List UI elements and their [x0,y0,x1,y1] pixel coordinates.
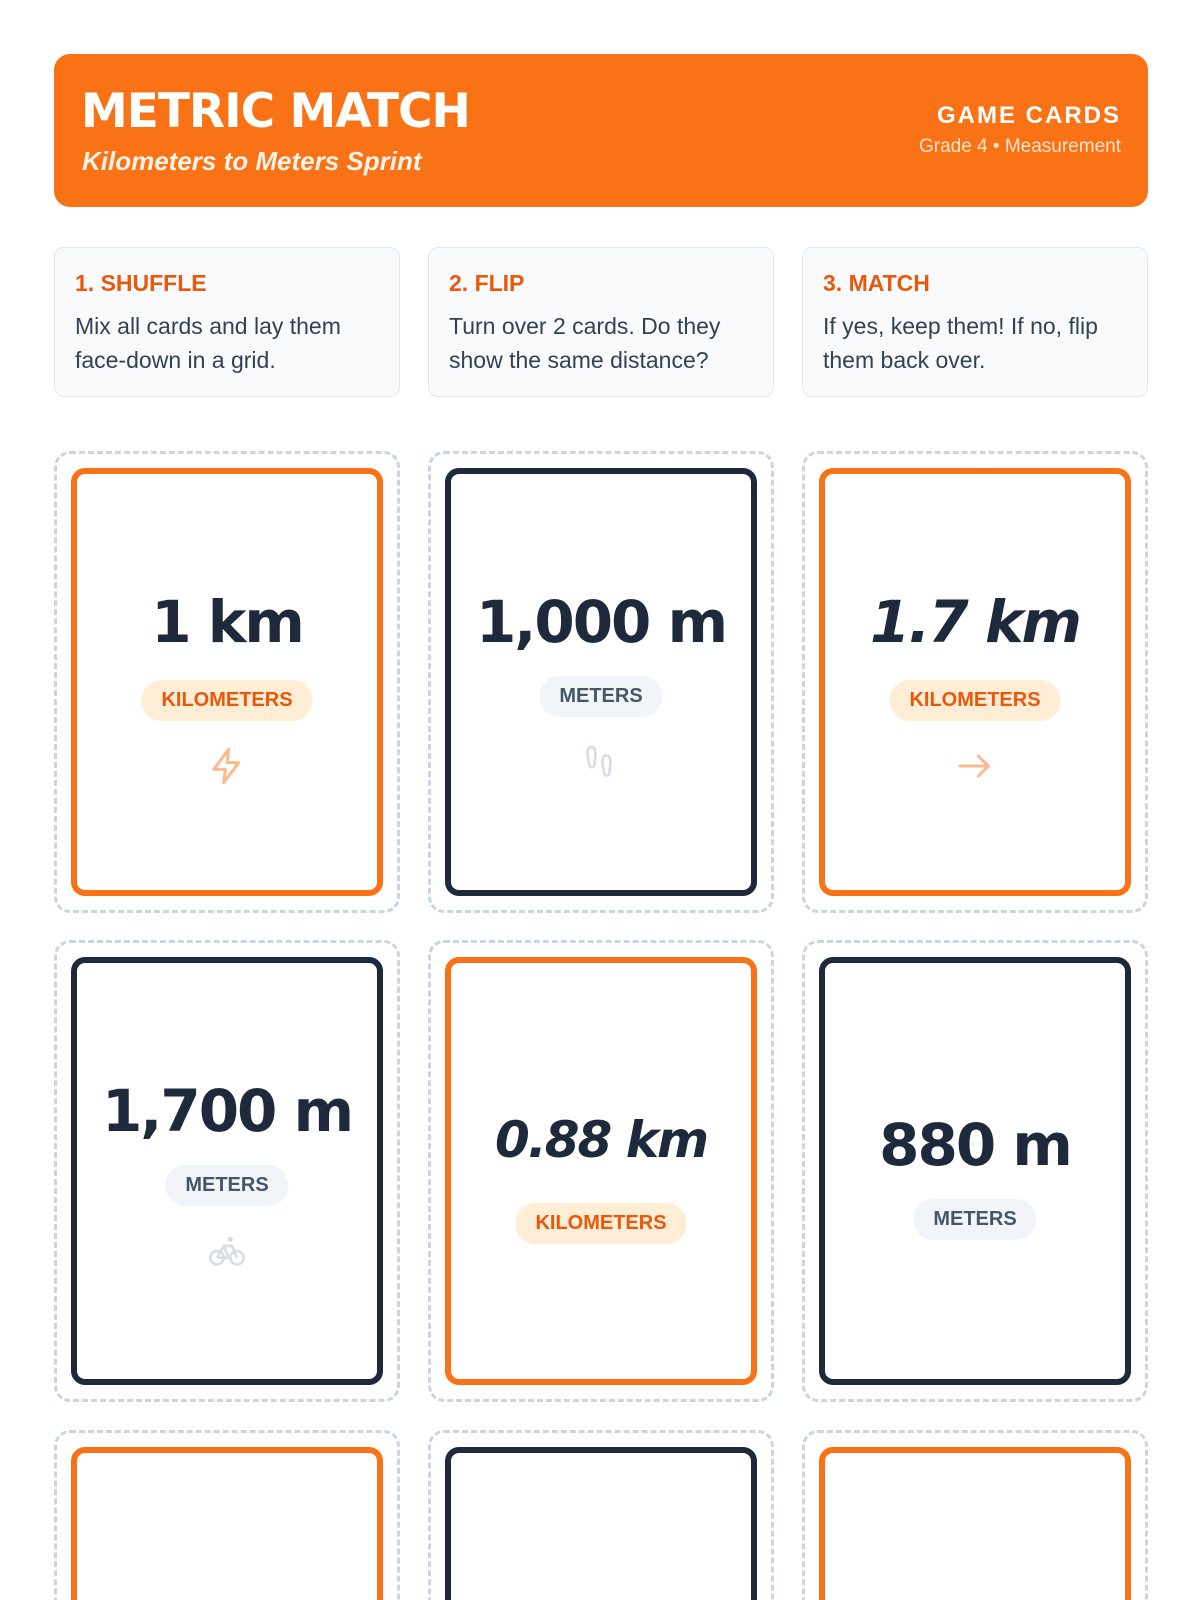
game-subtitle: Kilometers to Meters Sprint [82,146,422,176]
card-unit-badge: KILOMETERS [515,1203,686,1244]
card-0-88km[interactable] [445,957,757,1385]
step-title: 2. FLIP [449,270,525,296]
card-1700m[interactable] [71,957,383,1385]
card-slot [54,451,400,913]
card-slot [428,940,774,1402]
card-value: 0.88 km [494,1111,708,1169]
card[interactable] [819,1447,1131,1600]
card-value: 1,700 m [101,1077,353,1145]
card-1-7km[interactable] [819,468,1131,896]
game-header [54,54,1148,207]
card[interactable] [71,1447,383,1600]
card-slot [54,1430,400,1600]
game-title: METRIC MATCH [81,84,470,139]
card-unit-badge: KILOMETERS [141,680,312,721]
card-slot [428,451,774,913]
card-slot [802,940,1148,1402]
card-value: 880 m [879,1111,1071,1179]
card-unit-badge: KILOMETERS [889,680,1060,721]
card-unit-badge: METERS [165,1165,288,1206]
card[interactable] [445,1447,757,1600]
game-cards-label: GAME CARDS [936,102,1121,129]
card-880m[interactable] [819,957,1131,1385]
card-value: 1.7 km [870,588,1080,656]
step-text: Turn over 2 cards. Do they show the same distance? [449,313,721,373]
step-text: If yes, keep them! If no, flip them back over. [823,313,1098,373]
grade-label: Grade 4 • Measurement [918,136,1121,157]
step-flip [428,247,774,397]
card-slot [428,1430,774,1600]
step-title: 3. MATCH [823,270,930,296]
arrow-right-icon [955,746,995,786]
card-slot [802,451,1148,913]
card-unit-badge: METERS [539,676,662,717]
card-slot [802,1430,1148,1600]
card-slot [54,940,400,1402]
step-shuffle [54,247,400,397]
card-value: 1 km [151,588,303,656]
footprints-icon [581,742,621,782]
lightning-icon [207,746,247,786]
card-value: 1,000 m [475,588,727,656]
bicycle-icon [207,1231,247,1271]
card-1km[interactable] [71,468,383,896]
step-title: 1. SHUFFLE [75,270,207,296]
step-text: Mix all cards and lay them face-down in a grid. [75,313,341,373]
card-unit-badge: METERS [913,1199,1036,1240]
step-match [802,247,1148,397]
card-1000m[interactable] [445,468,757,896]
